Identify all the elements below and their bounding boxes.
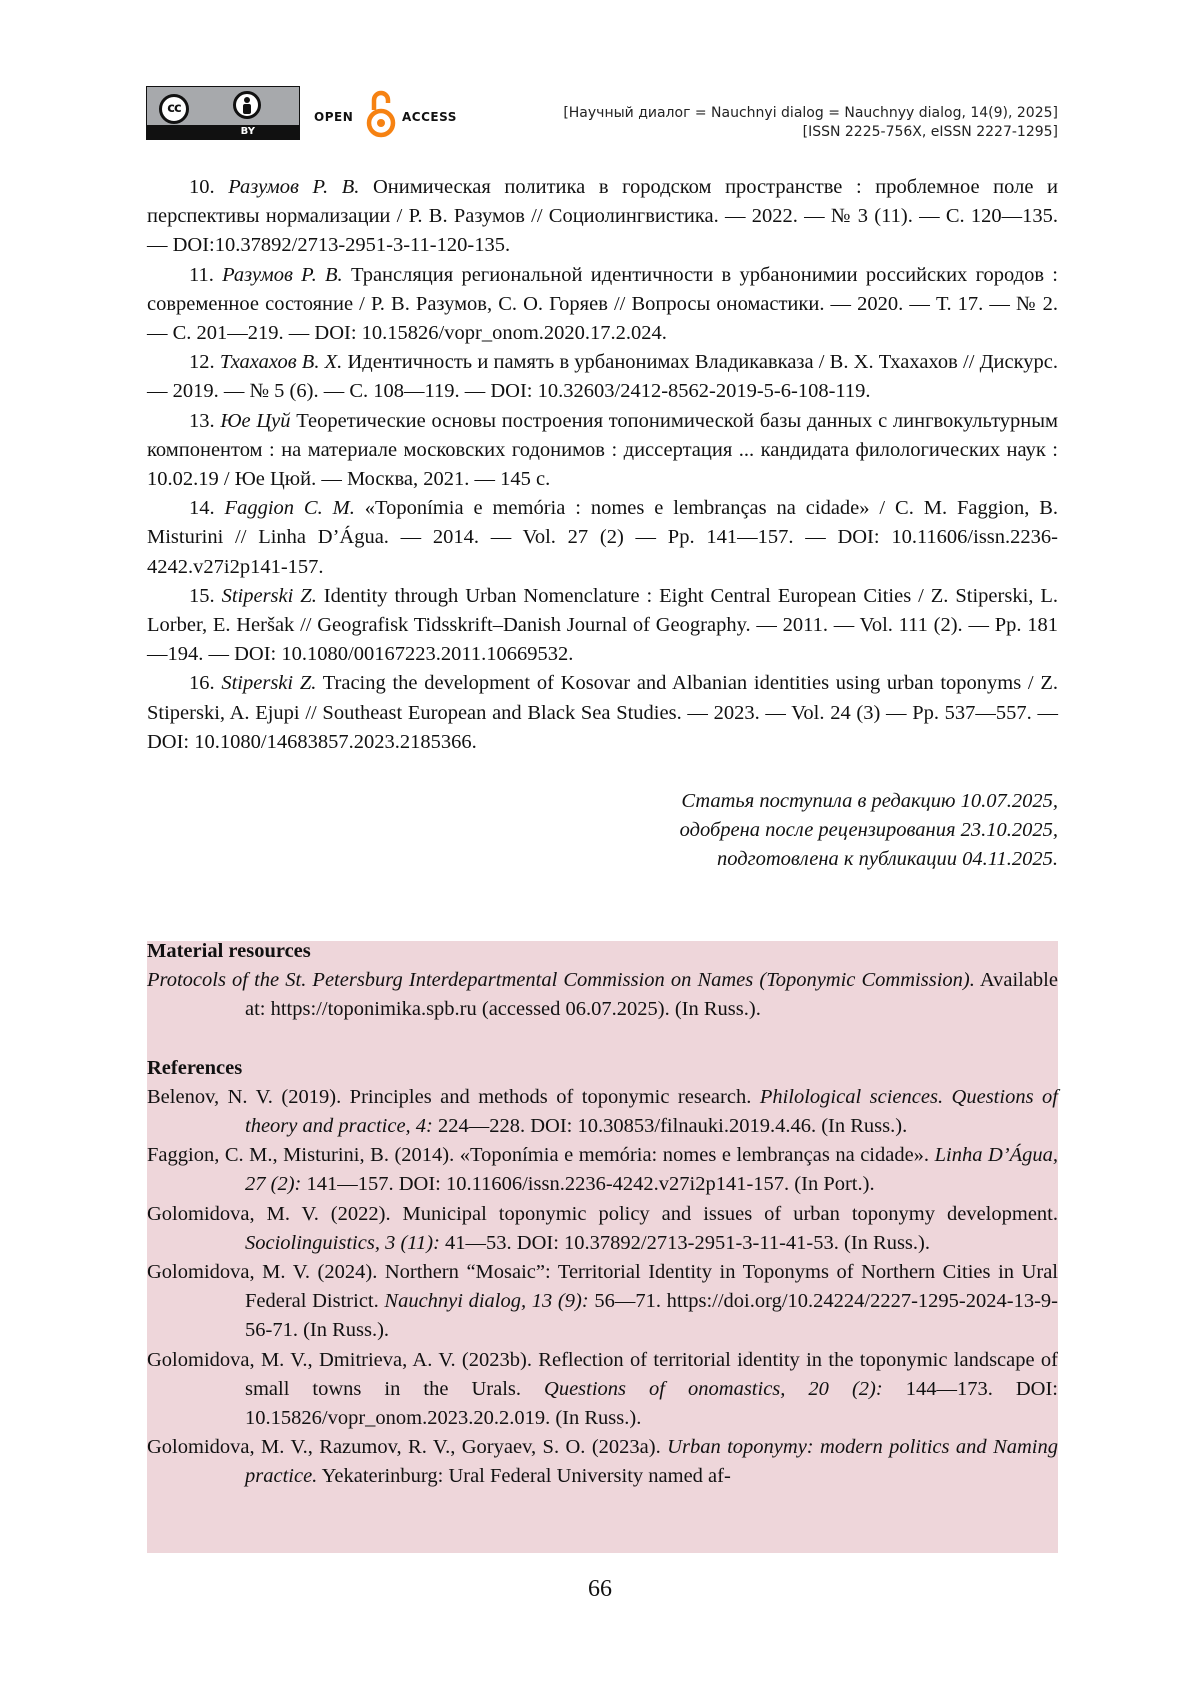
page-header [146,86,1058,142]
open-access-left-text: OPEN [314,110,354,124]
attribution-person-icon [233,91,261,119]
open-access-logo [314,88,457,140]
reference-item: Faggion, C. M., Misturini, B. (2014). «Toponímia e memória: nomes e lembranças na cidade». Linha D’Água, 27 (2): 141—157. DOI: 10.11606/issn.2236-4242.v27i2p141-157. (In Port.). [147,1144,1058,1196]
references-heading: References [147,1056,243,1079]
reference-item: Golomidova, M. V. (2022). Municipal toponymic policy and issues of urban toponymy development. Sociolinguistics, 3 (11): 41—53. DOI: 10.37892/2713-2951-3-11-41-53. (In Russ.). [147,1202,1058,1254]
material-resources-heading: Material resources [147,940,311,962]
by-label: BY [240,126,255,137]
issn-line: [ISSN 2225-756X, eISSN 2227-1295] [802,124,1058,140]
article-dates [147,787,1058,875]
reference-item: 15. Stiperski Z. Identity through Urban Nomenclature : Eight Central European Cities / Z. Stiperski, L. Lorber, E. Heršak // Geografisk Tidsskrift–Danish Journal of Geography. — 2011. — Vol. 111 (2). — Pp. 181—194. — DOI: 10.1080/00167223.2011.10669532. [147,584,1059,666]
prepared-date: подготовлена к публикации 04.11.2025. [716,848,1058,871]
open-access-right-text: ACCESS [402,110,457,124]
russian-references [147,173,1058,875]
cc-icon: cc [159,94,189,124]
english-references-section [147,937,1058,1492]
reference-item: 16. Stiperski Z. Tracing the development of Kosovar and Albanian identities using urban toponyms / Z. Stiperski, A. Ejupi // Southeast European and Black Sea Studies. — 2023. — Vol. 24 (3) — Pp. 537—557. — DOI: 10.1080/14683857.2023.2185366. [147,672,1058,753]
citation-line: [Научный диалог = Nauchnyi dialog = Nauchnyy dialog, 14(9), 2025] [563,105,1058,121]
reference-item: 14. Faggion C. M. «Toponímia e memória : nomes e lembranças na cidade» / C. M. Faggion, B. Misturini // Linha D’Água. — 2014. — Vol. 27 (2) — Pp. 141—157. — DOI: 10.11606/issn.2236-4242.v27i2p141-157. [147,497,1059,578]
received-date: Статья поступила в редакцию 10.07.2025, [681,790,1058,813]
reference-item: Golomidova, M. V. (2024). Northern “Mosaic”: Territorial Identity in Toponyms of Northern Cities in Ural Federal District. Nauchnyi dialog, 13 (9): 56—71. https://doi.org/10.24224/2227-1295-2024-13-9-56-71. (In Russ.). [147,1261,1058,1342]
reference-item: Golomidova, M. V., Dmitrieva, A. V. (2023b). Reflection of territorial identity in the toponymic landscape of small towns in the Urals. Questions of onomastics, 20 (2): 144—173. DOI: 10.15826/vopr_onom.2023.20.2.019. (In Russ.). [147,1348,1058,1430]
approved-date: одобрена после рецензирования 23.10.2025, [679,819,1058,842]
page-number: 66 [588,1576,612,1602]
cc-by-license-badge[interactable] [146,86,300,140]
reference-item: Belenov, N. V. (2019). Principles and methods of toponymic research. Philological sciences. Questions of theory and practice, 4: 224—228. DOI: 10.30853/filnauki.2019.4.46. (In Russ.). [147,1085,1058,1138]
reference-item: 10. Разумов Р. В. Онимическая политика в городском пространстве : проблемное поле и перспективы нормализации / Р. В. Разумов // Социолингвистика. — 2022. — № 3 (11). — С. 120—135. — DOI:10.37892/2713-2951-3-11-120-135. [147,176,1059,257]
open-lock-icon [366,88,396,138]
material-resource-item: Protocols of the St. Petersburg Interdepartmental Commission on Names (Toponymic Commission). Available at: https://toponimika.spb.ru (accessed 06.07.2025). (In Russ.). [147,969,1058,1021]
reference-item: 11. Разумов Р. В. Трансляция региональной идентичности в урбанонимии российских городов : современное состояние / Р. В. Разумов, С. О. Горяев // Вопросы ономастики. — 2020. — Т. 17. — № 2. — С. 201—219. — DOI: 10.15826/vopr_onom.2020.17.2.024. [147,263,1059,345]
reference-item: 12. Тхахахов В. Х. Идентичность и память в урбанонимах Владикавказа / В. Х. Тхахахов // Дискурс. — 2019. — № 5 (6). — С. 108—119. — DOI: 10.32603/2412-8562-2019-5-6-108-119. [147,351,1059,403]
reference-item: Golomidova, M. V., Razumov, R. V., Goryaev, S. O. (2023a). Urban toponymy: modern politics and Naming practice. Yekaterinburg: Ural Federal University named af- [147,1436,1058,1488]
journal-citation [563,104,1058,142]
reference-item: 13. Юе Цуй Теоретические основы построения топонимической базы данных с лингвокультурным компонентом : на материале московских годонимов : диссертация ... кандидата филологических наук : 10.02.19 / Юе Цюй. — Москва, 2021. — 145 с. [147,409,1059,491]
